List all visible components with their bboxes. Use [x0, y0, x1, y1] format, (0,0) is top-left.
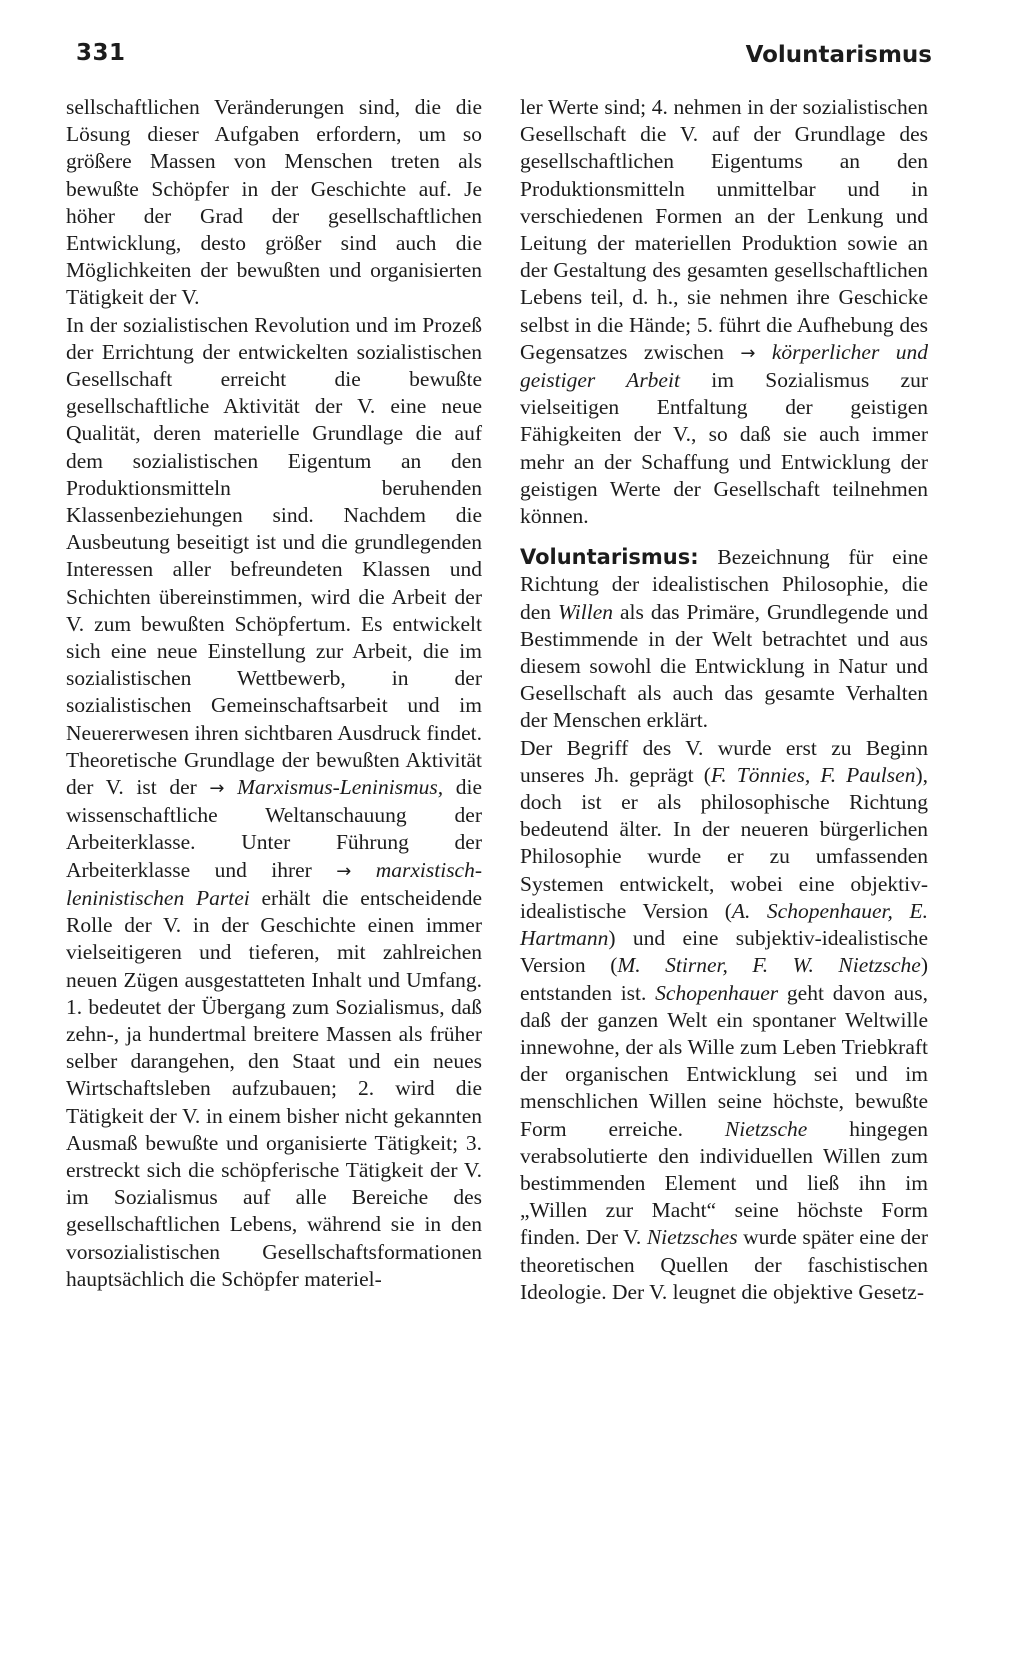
cross-reference-partei: marxistisch-leninistischen Partei	[66, 857, 483, 910]
name-toennies-paulsen: F. Tönnies, F. Paulsen	[710, 762, 916, 787]
cross-reference-arrow-icon: →	[740, 342, 756, 364]
cross-reference-arrow-icon: →	[209, 778, 225, 800]
cross-reference-arbeit: körperlicher und geistiger Arbeit	[520, 339, 929, 393]
right-p3-text-a: Der Begriff des V. wurde erst zu Beginn unseres Jh. geprägt (	[520, 735, 928, 787]
left-p2-text-a: In der sozialistischen Revolution und im Prozeß der Errichtung der entwickelten sozialistischen Gesellschaft erreicht die bewußte gesellschaftliche Aktivität der V. eine neue Qualität, deren materielle Grundlage die auf dem sozialistischen Eigentum an den Produktionsmitteln beruhenden Klassenbeziehungen sind. Nachdem die Ausbeutung beseitigt ist und die grundlegenden Interessen aller befreundeten Klassen und Schichten übereinstimmen, wird die Arbeit der V. zum bewußten Schöpfertum. Es entwickelt sich eine neue Einstellung zur Arbeit, die im sozialistischen Wettbewerb, in der sozialistischen Gemeinschaftsarbeit und im Neuererwesen ihren sichtbaren Ausdruck findet. Theoretische Grundlage der bewußten Aktivität der V. ist der	[66, 312, 482, 800]
right-column	[520, 94, 928, 1306]
cross-reference-marxismus-leninismus: Marxismus-Leninismus,	[237, 775, 444, 800]
left-p2-text-c: erhält die entscheidende Rolle der V. in der Geschichte einen immer vielseitigeren und tieferen, mit zahlreichen neuen Zügen ausgestatteten Inhalt und Umfang. 1. bedeutet der Übergang zum Sozialismus, daß zehn-, ja hundertmal breitere Massen als früher selber darangehen, den Staat und ein neues Wirtschaftsleben aufzubauen; 2. wird die Tätigkeit der V. in einem bisher nicht gekannten Ausmaß bewußte und organisierte Tätigkeit; 3. erstreckt sich die schöpferische Tätigkeit der V. im Sozialismus auf alle Bereiche des gesellschaftlichen Lebens, während sie in den vorsozialistischen Gesellschaftsformationen hauptsächlich die Schöpfer materiel-	[66, 885, 483, 1291]
entry-voluntarismus	[520, 544, 928, 734]
name-nietzsche: Nietzsche	[724, 1116, 808, 1141]
right-p1-text-b: im Sozialismus zur vielseitigen Entfaltung der geistigen Fähigkeiten der V., so daß sie auch immer mehr an der Schaffung und Entwicklung der geistigen Werte der Gesellschaft teilnehmen können.	[520, 368, 929, 529]
cross-reference-arrow-icon: →	[336, 860, 352, 882]
left-paragraph-2	[66, 312, 482, 1293]
entry-term-willen: Willen	[558, 599, 613, 624]
right-p3-text-d: ) entstanden ist.	[520, 953, 928, 1005]
name-stirner-nietzsche: M. Stirner, F. W. Nietzsche	[617, 953, 921, 978]
right-paragraph-3	[520, 735, 928, 1306]
entry-text-b: als das Primäre, Grundlegende und Bestimmende in der Welt betrachtet und aus diesem sowohl die Entwicklung in Natur und Gesellschaft als auch das gesamte Verhalten der Menschen erklärt.	[520, 599, 928, 733]
entry-headword: Voluntarismus:	[520, 545, 699, 570]
right-p3-text-g: wurde später eine der theoretischen Quellen der faschistischen Ideologie. Der V. leugnet die objektive Gesetz-	[520, 1225, 928, 1304]
right-paragraph-1	[520, 94, 928, 530]
right-p1-text-a: ler Werte sind; 4. nehmen in der sozialistischen Gesellschaft die V. auf der Grundlage des gesellschaftlichen Eigentums an den Produktionsmitteln unmittelbar und in verschiedenen Formen an der Lenkung und Leitung der materiellen Produktion sowie an der Gestaltung des gesamten gesellschaftlichen Lebens teil, d. h., sie nehmen ihre Geschicke selbst in die Hände; 5. führt die Aufhebung des Gegensatzes zwischen	[520, 95, 928, 364]
name-schopenhauer-hartmann: A. Schopenhauer, E. Hartmann	[520, 898, 928, 951]
left-p2-text-b: die wissenschaftliche Weltanschauung der Arbeiterklasse. Unter Führung der Arbeiterklasse und ihrer	[66, 775, 483, 882]
right-p3-text-e: geht davon aus, daß der ganzen Welt ein spontaner Weltwille innewohne, der als Wille zum Leben Triebkraft der organischen Entwicklung sei und im menschlichen Willen seine höchste, bewußte Form erreiche.	[520, 980, 929, 1141]
left-column	[66, 94, 482, 1293]
right-p3-text-c: ) und eine subjektiv-idealistische Version (	[520, 926, 928, 978]
name-nietzsches: Nietzsches	[646, 1225, 738, 1250]
page-number: 331	[76, 40, 126, 66]
entry-text-a: Bezeichnung für eine Richtung der idealistischen Philosophie, die den	[520, 545, 928, 624]
left-p1-text: sellschaftlichen Veränderungen sind, die die Lösung dieser Aufgaben erfordern, um so größere Massen von Menschen treten als bewußte Schöpfer in der Geschichte auf. Je höher der Grad der gesellschaftlichen Entwicklung, desto größer sind auch die Möglichkeiten der bewußten und organisierten Tätigkeit der V.	[66, 95, 482, 310]
name-schopenhauer: Schopenhauer	[655, 980, 779, 1005]
left-paragraph-1	[66, 94, 482, 312]
right-p3-text-f: hingegen verabsolutierte den individuellen Willen zum bestimmenden Element und ließ ihn im „Willen zur Macht“ seine höchste Form finden. Der V.	[520, 1116, 929, 1250]
right-p3-text-b: ), doch ist er als philosophische Richtung bedeutend älter. In der neueren bürgerlichen Philosophie wurde er zu umfassenden Systemen entwickelt, wobei eine objektiv-idealistische Version (	[520, 762, 928, 923]
running-head: Voluntarismus	[745, 42, 932, 68]
